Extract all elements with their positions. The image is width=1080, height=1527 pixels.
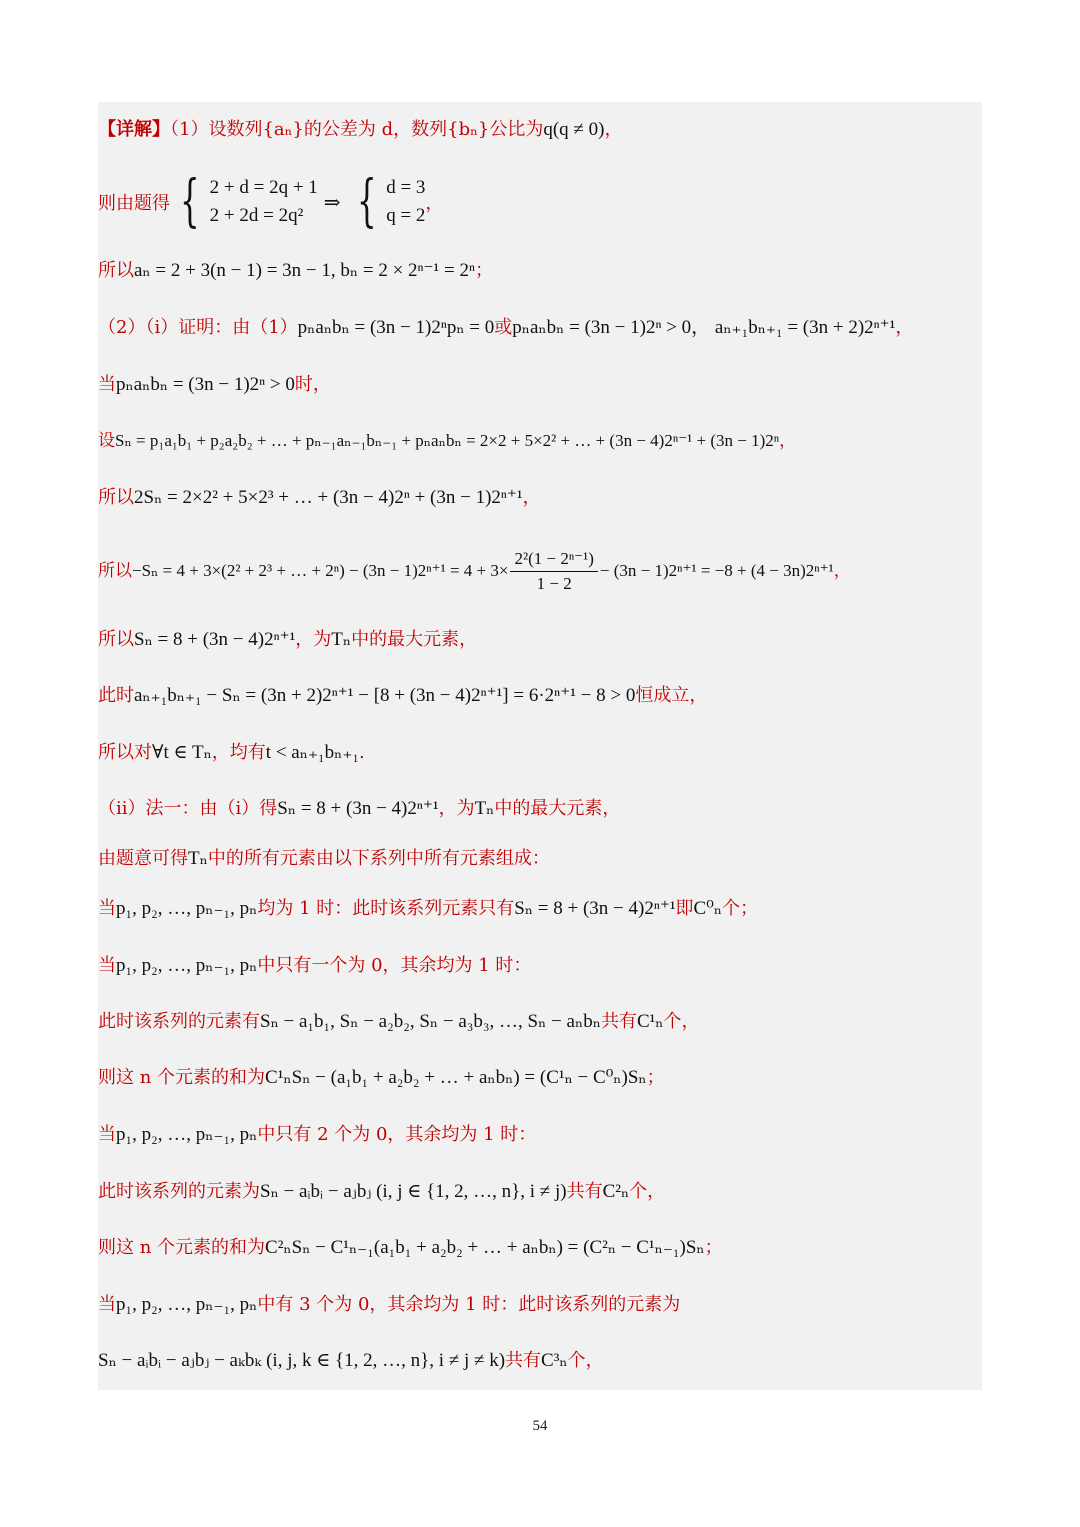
text: 则由题得 (98, 193, 170, 214)
line-8 (98, 544, 982, 598)
line-21 (98, 1293, 982, 1317)
line-15 (98, 954, 982, 978)
math: p₁, p₂, …, pₙ₋₁, pₙ (116, 955, 258, 976)
text: 则这 n 个元素的和为 (98, 1237, 266, 1258)
math: Sₙ − aᵢbᵢ − aⱼbⱼ (i, j ∈ {1, 2, …, n}, i ≠ j) (260, 1181, 567, 1202)
text: 所以 (98, 260, 134, 281)
math: Tₙ (188, 848, 208, 869)
text: ， (833, 561, 851, 581)
text: 所以 (98, 561, 132, 581)
line-16 (98, 1010, 982, 1034)
text: （1）设数列{aₙ}的公差为 d，数列{bₙ}公比为 (170, 119, 544, 140)
math: Sₙ − aᵢbᵢ − aⱼbⱼ − aₖbₖ (i, j, k ∈ {1, 2, …, n}, i ≠ j ≠ k) (98, 1350, 506, 1371)
text: 中的所有元素由以下系列中所有元素组成： (207, 848, 550, 869)
text: 中只有 2 个为 0，其余均为 1 时： (257, 1124, 537, 1145)
equation-system-line (98, 169, 444, 234)
text: 均为 1 时：此时该系列元素只有 (257, 898, 515, 919)
text: 中的最大元素， (494, 798, 621, 819)
text: 中有 3 个为 0，其余均为 1 时：此时该系列的元素为 (257, 1294, 681, 1315)
text: 中的最大元素， (351, 629, 478, 650)
math: Tₙ (474, 798, 495, 819)
text: 中只有一个为 0，其余均为 1 时： (257, 955, 532, 976)
line-6 (98, 429, 982, 453)
math: Sₙ = 8 + (3n − 4)2ⁿ⁺¹ (277, 798, 439, 819)
text: 共有 (600, 1011, 637, 1032)
text: ，为 (295, 629, 332, 650)
line-9 (98, 628, 982, 652)
text: （ii）法一：由（i）得 (98, 798, 278, 819)
equation: 2 + d = 2q + 1 (209, 177, 318, 198)
math: Sₙ = 8 + (3n − 4)2ⁿ⁺¹ (134, 629, 296, 650)
text: 个， (629, 1181, 666, 1202)
line-22 (98, 1349, 982, 1373)
text: 设 (98, 431, 115, 451)
text: ， (522, 487, 541, 508)
equation: q = 2 (386, 205, 426, 226)
math: t < aₙ₊₁bₙ₊₁ (265, 742, 359, 763)
text: 则这 n 个元素的和为 (98, 1067, 266, 1088)
text: 共有 (566, 1181, 603, 1202)
text: 或 (494, 317, 513, 338)
math: Sₙ = p₁a₁b₁ + p₂a₂b₂ + … + pₙ₋₁aₙ₋₁bₙ₋₁ + pₙaₙbₙ = 2×2 + 5×2² + … + (3n − 4)2ⁿ⁻¹ + (3n − 1)2ⁿ (115, 431, 780, 450)
line-13 (98, 847, 982, 871)
math: 2Sₙ = 2×2² + 5×2³ + … + (3n − 4)2ⁿ + (3n − 1)2ⁿ⁺¹ (134, 487, 523, 508)
text: 当 (98, 374, 116, 395)
detail-label: 【详解】 (98, 119, 170, 140)
math: ∀t ∈ Tₙ (152, 742, 212, 763)
text: 当 (98, 1124, 116, 1145)
fraction-numerator: 2²(1 − 2ⁿ⁻¹) (510, 547, 597, 572)
math: Sₙ = 8 + (3n − 4)2ⁿ⁺¹ (514, 898, 676, 919)
math: p₁, p₂, …, pₙ₋₁, pₙ (116, 1124, 258, 1145)
math: C³ₙ (541, 1350, 568, 1371)
text: . (358, 742, 365, 763)
math: − (3n − 1)2ⁿ⁺¹ = −8 + (4 − 3n)2ⁿ⁺¹ (599, 561, 834, 580)
line-12 (98, 797, 982, 821)
line-5 (98, 373, 982, 397)
math: C¹ₙ (636, 1011, 664, 1032)
text: 个； (722, 898, 759, 919)
text: 个， (567, 1350, 604, 1371)
text: 此时 (98, 685, 134, 706)
text: ， (779, 431, 797, 451)
line-7 (98, 486, 982, 510)
text: ，为 (438, 798, 475, 819)
math: pₙaₙbₙ = (3n − 1)2ⁿpₙ = 0 (297, 317, 495, 338)
line-20 (98, 1236, 982, 1260)
line-19 (98, 1180, 982, 1204)
math: C⁰ₙ (693, 898, 723, 919)
system-right (386, 174, 425, 230)
text: 当 (98, 955, 116, 976)
math: Sₙ − a₁b₁, Sₙ − a₂b₂, Sₙ − a₃b₃, …, Sₙ − aₙbₙ (260, 1011, 601, 1032)
text: 时， (294, 374, 331, 395)
line-17 (98, 1066, 982, 1090)
text: 共有 (505, 1350, 542, 1371)
equation: d = 3 (386, 177, 426, 198)
line-18 (98, 1123, 982, 1147)
left-brace: { (180, 169, 200, 234)
math: p₁, p₂, …, pₙ₋₁, pₙ (116, 898, 258, 919)
text: 即 (675, 898, 694, 919)
equation: 2 + 2d = 2q² (209, 205, 304, 226)
math: aₙ₊₁bₙ₊₁ − Sₙ = (3n + 2)2ⁿ⁺¹ − [8 + (3n − 4)2ⁿ⁺¹] = 6·2ⁿ⁺¹ − 8 > 0 (134, 685, 636, 706)
fraction (510, 547, 597, 596)
math: −Sₙ = 4 + 3×(2² + 2³ + … + 2ⁿ) − (3n − 1)2ⁿ⁺¹ = 4 + 3× (132, 561, 509, 580)
text: ， (895, 317, 914, 338)
math: aₙ = 2 + 3(n − 1) = 3n − 1, bₙ = 2 × 2ⁿ⁻¹ = 2ⁿ (134, 260, 475, 281)
line-4 (98, 316, 982, 340)
math: Tₙ (331, 629, 352, 650)
line-11 (98, 741, 982, 765)
text: 所以 (98, 629, 134, 650)
math: pₙaₙbₙ = (3n − 1)2ⁿ > 0 (116, 374, 295, 395)
text: 个， (663, 1011, 700, 1032)
text: ； (704, 1237, 723, 1258)
text: 当 (98, 898, 116, 919)
text: 所以对 (98, 742, 152, 763)
left-brace: { (356, 169, 377, 234)
text: ； (474, 260, 493, 281)
implies-arrow: ⇒ (323, 190, 341, 214)
line-3 (98, 259, 982, 283)
fraction-denominator: 1 − 2 (536, 573, 572, 593)
math: C²ₙ (602, 1181, 630, 1202)
text: 此时该系列的元素有 (98, 1011, 260, 1032)
math: C¹ₙSₙ − (a₁b₁ + a₂b₂ + … + aₙbₙ) = (C¹ₙ − C⁰ₙ)Sₙ (265, 1067, 647, 1088)
math: p₁, p₂, …, pₙ₋₁, pₙ (116, 1294, 258, 1315)
text: （2）（i）证明：由（1） (98, 317, 298, 338)
math: pₙaₙbₙ = (3n − 1)2ⁿ > 0， aₙ₊₁bₙ₊₁ = (3n + 2)2ⁿ⁺¹ (512, 317, 896, 338)
text: ，均有 (211, 742, 266, 763)
text: 所以 (98, 487, 134, 508)
line-1 (98, 118, 982, 142)
text: ， (425, 193, 444, 214)
system-left (210, 174, 318, 230)
math: q(q ≠ 0) (543, 119, 605, 140)
page-number: 54 (532, 1418, 548, 1434)
text: 由题意可得 (98, 848, 188, 869)
text: 此时该系列的元素为 (98, 1181, 260, 1202)
line-10 (98, 684, 982, 708)
text: 当 (98, 1294, 116, 1315)
text: ， (604, 119, 623, 140)
text: ； (646, 1067, 665, 1088)
text: 恒成立， (635, 685, 708, 706)
line-14 (98, 897, 982, 921)
math: C²ₙSₙ − C¹ₙ₋₁(a₁b₁ + a₂b₂ + … + aₙbₙ) = (C²ₙ − C¹ₙ₋₁)Sₙ (265, 1237, 705, 1258)
